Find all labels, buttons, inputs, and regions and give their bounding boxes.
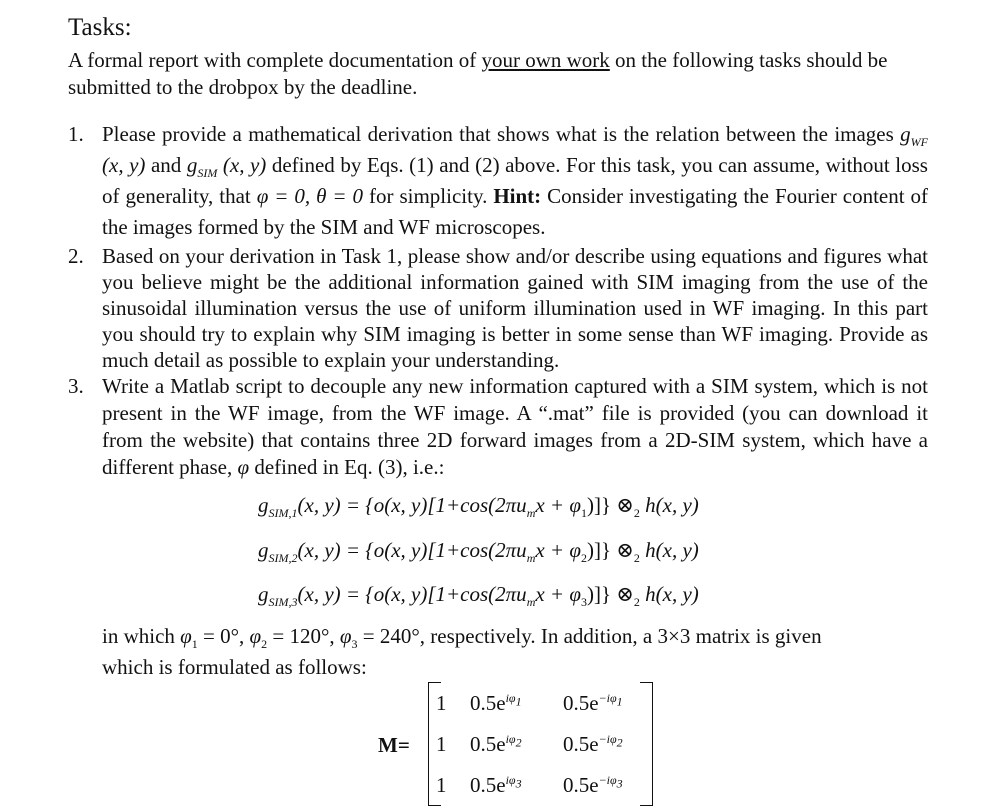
task-1 (68, 119, 928, 243)
matrix-label: M= (378, 733, 410, 757)
section-title: Tasks: (68, 14, 132, 41)
task-3 (68, 373, 928, 481)
equation-3: $g_{SIM,3}(x$, y) = {o(x, $y)[1+\cos(2\pi u_mx + \varphi_3)]$} $\otimes_2$ h(x, y) (258, 582, 699, 610)
matrix-cell: 1 (436, 773, 447, 797)
task-list (68, 119, 928, 481)
task-3-text: Write a Matlab script to decouple any new information captured with a SIM system, which is not present in the WF image, from the WF image. A “.mat” file is provided (you can download it from the website) that contains three 2D forward images from a 2D-SIM system, which have a different phase, (102, 374, 928, 479)
matrix-intro-line: which is formulated as follows: (102, 655, 367, 679)
g-sim: $g_{SIM}$ (186, 153, 218, 181)
task-1-text-a: Please provide a mathematical derivation that shows what is the relation between the images (102, 122, 901, 146)
task-2-number: 2. (68, 244, 84, 268)
matrix-cell: $0.5e^{-i\varphi_2}$ (563, 732, 623, 756)
task-3-text-end: defined in Eq. (3), i.e.: (249, 455, 445, 479)
intro-text-after: on the following tasks should be submitted to the drobpox by the deadline. (68, 48, 888, 99)
matrix-cell: $0.5e^{i\varphi_1}$ (470, 691, 522, 715)
task-2 (68, 243, 928, 373)
matrix-right-bracket (640, 682, 653, 806)
matrix-cell: 1 (436, 732, 447, 756)
intro-paragraph (68, 47, 928, 101)
matrix-cell: $0.5e^{-i\varphi_3}$ (563, 773, 623, 797)
g-wf: $g_{WF}$ (900, 122, 928, 150)
hint-label: Hint: (493, 184, 542, 208)
task-1-number: 1. (68, 122, 84, 146)
xy-1: (x, y) (102, 153, 146, 177)
task-1-text-b: defined by Eqs. (1) and (2) above. For this task, you can assume, without loss of generality, that (102, 153, 928, 208)
phi-symbol: φ (237, 455, 250, 479)
task-3-number: 3. (68, 374, 84, 398)
matrix-cell: 1 (436, 691, 447, 715)
phase-values-line: in which $\varphi_1 = 0^\circ$, $\varphi_2 = 120^\circ$, $\varphi_3 = 240^\circ$, respectively. In addition, a 3×3 matrix is given (102, 624, 822, 652)
intro-text-before: A formal report with complete documentation of (68, 48, 482, 72)
equation-2: $g_{SIM,2}(x$, y) = {o(x, $y)[1+\cos(2\pi u_mx + \varphi_2)]$} $\otimes_2$ h(x, y) (258, 538, 699, 566)
and-text: and (145, 153, 187, 177)
matrix-cell: $0.5e^{-i\varphi_1}$ (563, 691, 623, 715)
matrix-cell: $0.5e^{i\varphi_2}$ (470, 732, 522, 756)
intro-underlined: your own work (481, 48, 610, 72)
task-1-text-c: for simplicity. (363, 184, 494, 208)
xy-2: (x, y) (222, 153, 267, 177)
equation-1: $g_{SIM,1}(x$, y) = {o(x, $y)[1+\cos(2\pi u_mx + \varphi_1)]$} $\otimes_2$ h(x, y) (258, 493, 699, 521)
task-1-text-d: Consider investigating the Fourier content of the images formed by the SIM and WF microscopes. (102, 184, 929, 239)
matrix-cell: $0.5e^{i\varphi_3}$ (470, 773, 522, 797)
condition: φ = 0, θ = 0 (256, 184, 364, 208)
task-2-text: Based on your derivation in Task 1, please show and/or describe using equations and figures what you believe might be the additional information gained with SIM imaging from the use of the sinusoidal illumination versus the use of uniform illumination used in WF imaging. In this part you should try to explain why SIM imaging is better in some sense than WF imaging. Provide as much detail as possible to explain your understanding. (102, 244, 928, 372)
